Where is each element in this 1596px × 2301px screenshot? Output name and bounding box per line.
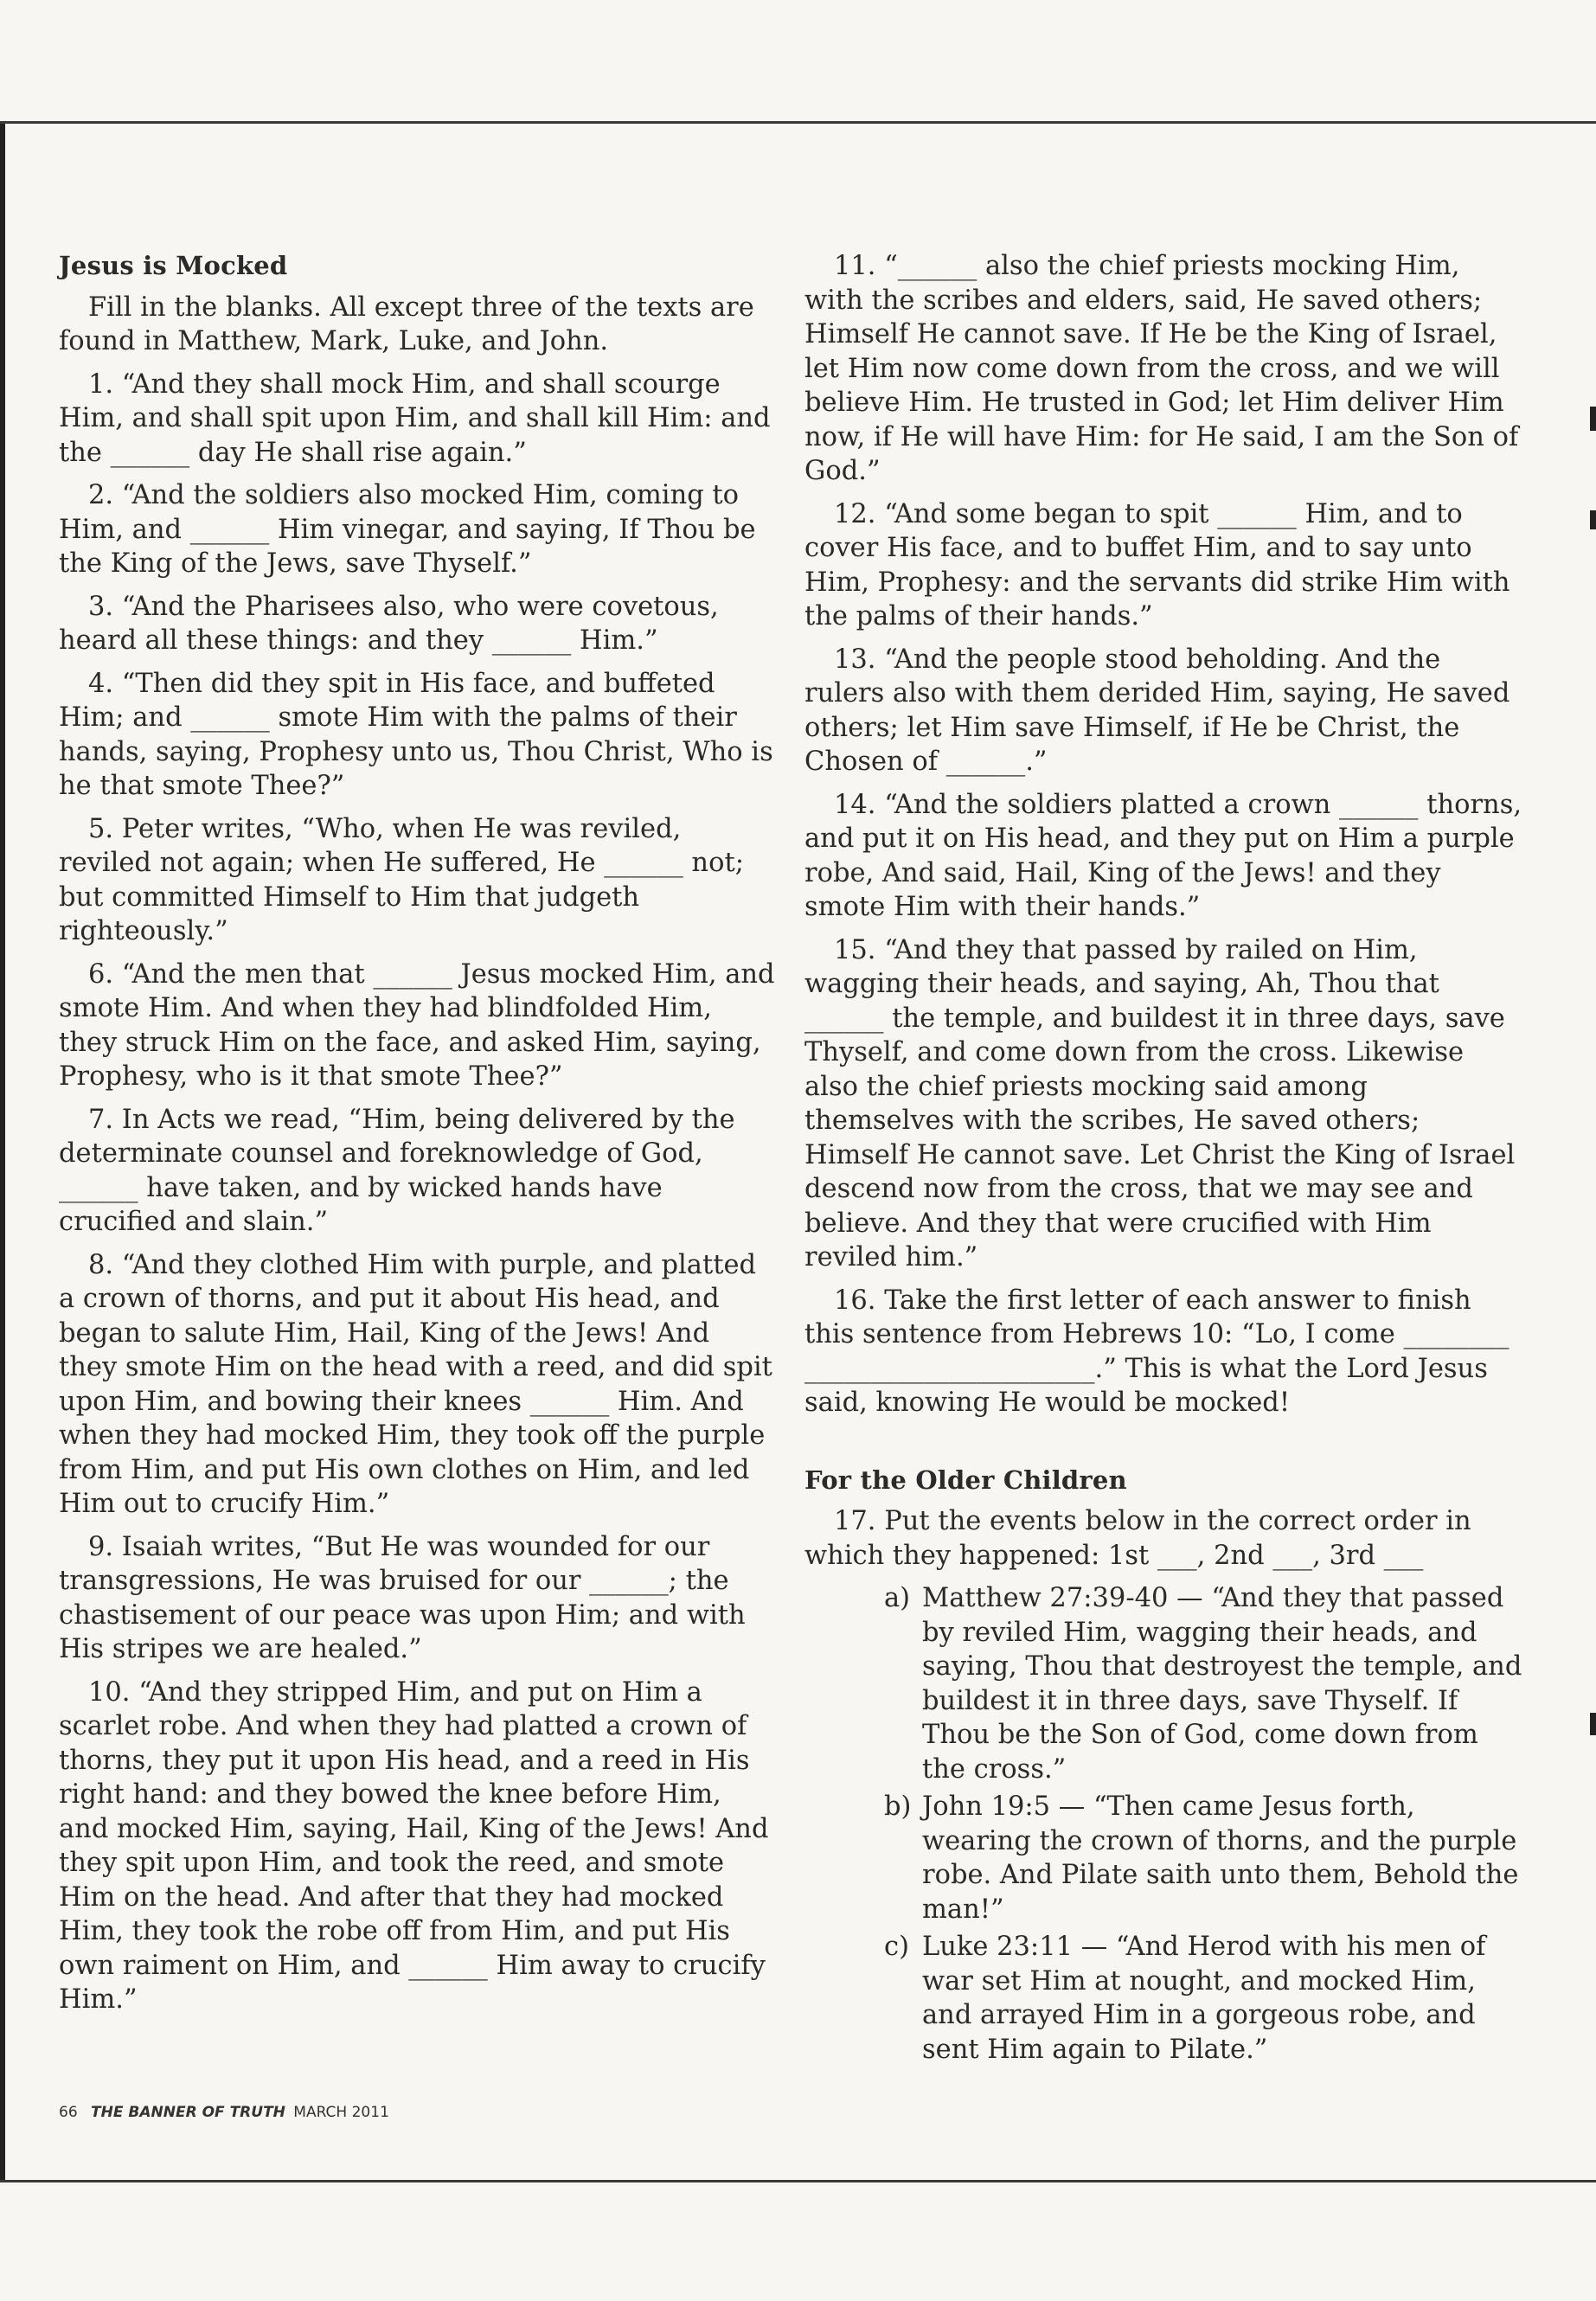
- question-5: 5. Peter writes, “Who, when He was reviled, reviled not again; when He suffered, He ______ not; but committed Himself to Him that judgeth righteously.”: [59, 813, 744, 946]
- question-14: 14. “And the soldiers platted a crown ______ thorns, and put it on His head, and they put on Him a purple robe, And said, Hail, King of the Jews! and they smote Him with their hands.”: [804, 789, 1522, 922]
- bottom-rule: [0, 2180, 1596, 2182]
- item-letter: b): [884, 1791, 912, 1822]
- spacer: [804, 1429, 1522, 1464]
- right-column: [804, 249, 1522, 2070]
- page-edge: [0, 124, 5, 2180]
- question-12: 12. “And some began to spit ______ Him, and to cover His face, and to buffet Him, and to say unto Him, Prophesy: and the servants did strike Him with the palms of their hands.”: [804, 498, 1510, 631]
- publication-name: THE BANNER OF TRUTH: [91, 2104, 285, 2121]
- question-6: 6. “And the men that ______ Jesus mocked Him, and smote Him. And when they had blindfolded Him, they struck Him on the face, and asked Him, saying, Prophesy, who is it that smote Thee?”: [59, 958, 775, 1092]
- item-text: John 19:5 — “Then came Jesus forth, wearing the crown of thorns, and the purple robe. And Pilate saith unto them, Behold the man!”: [922, 1791, 1519, 1925]
- older-children-title: For the Older Children: [804, 1465, 1127, 1495]
- question-11: 11. “______ also the chief priests mocking Him, with the scribes and elders, said, He saved others; Himself He cannot save. If He be the King of Israel, let Him now come down from the cross, and we will believe Him. He trusted in God; let Him deliver Him now, if He will have Him: for He said, I am the Son of God.”: [804, 251, 1519, 486]
- list-item: [804, 1930, 1522, 2067]
- page-number: 66: [59, 2104, 78, 2121]
- left-column: [59, 249, 775, 2026]
- item-letter: a): [884, 1583, 911, 1613]
- top-rule: [0, 121, 1596, 124]
- list-item: [804, 1790, 1522, 1926]
- item-text: Luke 23:11 — “And Herod with his men of war set Him at nought, and mocked Him, and arrayed Him in a gorgeous robe, and sent Him again to Pilate.”: [922, 1932, 1486, 2065]
- section-title: Jesus is Mocked: [59, 251, 288, 280]
- edge-mark: [1590, 510, 1596, 529]
- question-2: 2. “And the soldiers also mocked Him, coming to Him, and ______ Him vinegar, and saying, If Thou be the King of the Jews, save Thyself.”: [59, 480, 756, 579]
- edge-mark: [1590, 407, 1596, 431]
- item-text: Matthew 27:39-40 — “And they that passed by reviled Him, wagging their heads, and saying, Thou that destroyest the temple, and buildest it in three days, save Thyself. If Thou be the Son of God, come down from the cross.”: [922, 1583, 1522, 1785]
- question-8: 8. “And they clothed Him with purple, and platted a crown of thorns, and put it about His head, and began to salute Him, Hail, King of the Jews! And they smote Him on the head with a reed, and did spit upon Him, and bowing their knees ______ Him. And when they had mocked Him, they took off the purple from Him, and put His own clothes on Him, and led Him out to crucify Him.”: [59, 1249, 772, 1519]
- intro-text: Fill in the blanks. All except three of the texts are found in Matthew, Mark, Luke, and John.: [59, 292, 754, 356]
- question-1: 1. “And they shall mock Him, and shall scourge Him, and shall spit upon Him, and shall kill Him: and the ______ day He shall rise again.”: [59, 369, 771, 468]
- item-letter: c): [884, 1932, 909, 1962]
- question-13: 13. “And the people stood beholding. And the rulers also with them derided Him, saying, He saved others; let Him save Himself, if He be Christ, the Chosen of ______.”: [804, 644, 1510, 777]
- page-footer: [59, 2104, 389, 2121]
- question-16: 16. Take the first letter of each answer to finish this sentence from Hebrews 10: “Lo, I come ________ ______________________.” This is what the Lord Jesus said, knowing He would be mocked!: [804, 1285, 1509, 1418]
- question-7: 7. In Acts we read, “Him, being delivered by the determinate counsel and foreknowledge of God, ______ have taken, and by wicked hands have crucified and slain.”: [59, 1104, 735, 1237]
- question-3: 3. “And the Pharisees also, who were covetous, heard all these things: and they ______ Him.”: [59, 591, 719, 656]
- list-item: [804, 1581, 1522, 1786]
- question-15: 15. “And they that passed by railed on Him, wagging their heads, and saying, Ah, Thou that ______ the temple, and buildest it in three days, save Thyself, and come down from the cross. Likewise also the chief priests mocking said among themselves with the scribes, He saved others; Himself He cannot save. Let Christ the King of Israel descend now from the cross, that we may see and believe. And they that were crucified with Him reviled him.”: [804, 934, 1516, 1272]
- question-10: 10. “And they stripped Him, and put on Him a scarlet robe. And when they had platted a crown of thorns, they put it upon His head, and a reed in His right hand: and they bowed the knee before Him, and mocked Him, saying, Hail, King of the Jews! And they spit upon Him, and took the reed, and smote Him on the head. And after that they had mocked Him, they took the robe off from Him, and put His own raiment on Him, and ______ Him away to crucify Him.”: [59, 1676, 769, 2015]
- events-list: [804, 1581, 1522, 2067]
- issue-date: MARCH 2011: [293, 2104, 389, 2121]
- question-17: 17. Put the events below in the correct order in which they happened: 1st ___, 2nd ___, 3rd ___: [804, 1506, 1471, 1571]
- question-9: 9. Isaiah writes, “But He was wounded for our transgressions, He was bruised for our ______; the chastisement of our peace was upon Him; and with His stripes we are healed.”: [59, 1531, 746, 1664]
- question-4: 4. “Then did they spit in His face, and buffeted Him; and ______ smote Him with the palms of their hands, saying, Prophesy unto us, Thou Christ, Who is he that smote Thee?”: [59, 668, 773, 801]
- edge-mark: [1590, 1713, 1596, 1735]
